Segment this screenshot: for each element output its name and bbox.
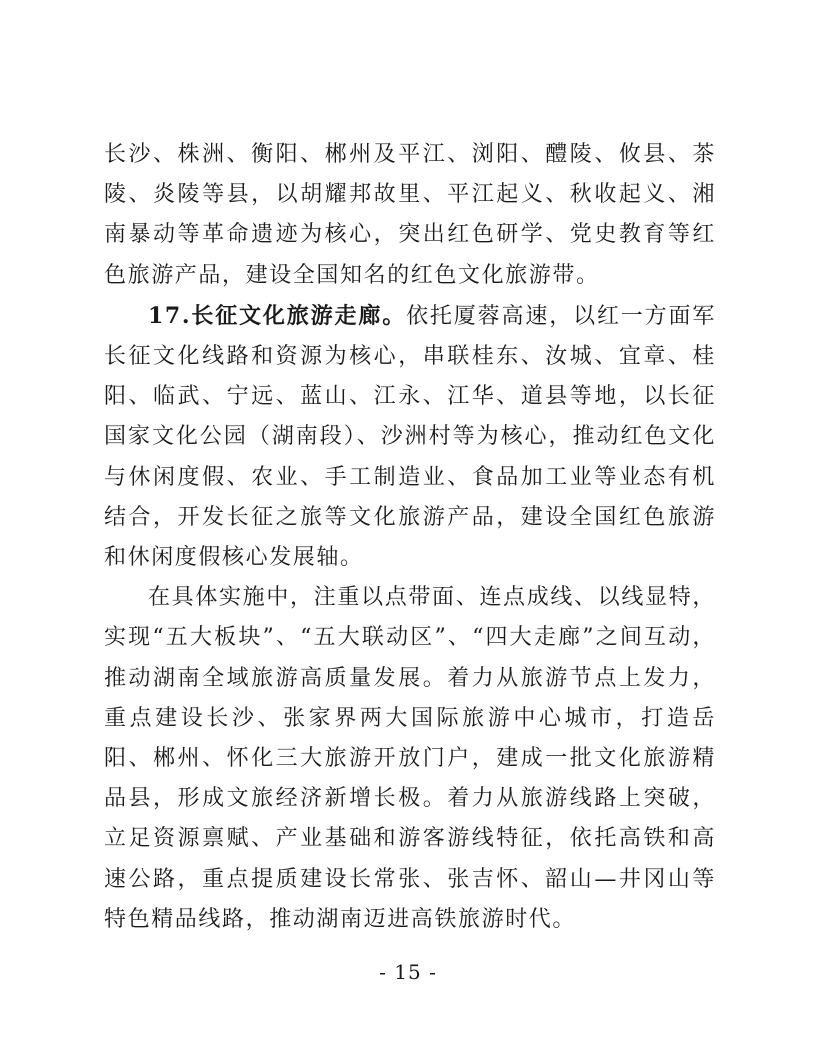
page-number: - 15 -: [379, 960, 437, 984]
paragraph-red-culture-belt: [104, 135, 716, 296]
paragraph-text: 依托厦蓉高速，以红一方面军长征文化线路和资源为核心，串联桂东、汝城、宜章、桂阳、临武、宁远、蓝山、江永、江华、道县等地，以长征国家文化公园（湖南段）、沙洲村等为核心，推动红色文化与休闲度假、农业、手工制造业、食品加工业等业态有机结合，开发长征之旅等文化旅游产品，建设全国红色旅游和休闲度假核心发展轴。: [104, 303, 716, 571]
paragraph-long-march-corridor: [104, 296, 716, 578]
paragraph-text: 在具体实施中，注重以点带面、连点成线、以线显特，实现“五大板块”、“五大联动区”、“四大走廊”之间互动，推动湖南全域旅游高质量发展。着力从旅游节点上发力，重点建设长沙、张家界两大国际旅游中心城市，打造岳阳、郴州、怀化三大旅游开放门户，建成一批文化旅游精品县，形成文旅经济新增长极。着力从旅游线路上突破，立足资源禀赋、产业基础和游客游线特征，依托高铁和高速公路，重点提质建设长常张、张吉怀、韶山—井冈山等特色精品线路，推动湖南迈进高铁旅游时代。: [104, 585, 716, 932]
paragraph-text: 长沙、株洲、衡阳、郴州及平江、浏阳、醴陵、攸县、茶陵、炎陵等县，以胡耀邦故里、平江起义、秋收起义、湘南暴动等革命遗迹为核心，突出红色研学、党史教育等红色旅游产品，建设全国知名的红色文化旅游带。: [104, 142, 716, 288]
paragraph-implementation: [104, 578, 716, 940]
body-text: [104, 135, 716, 940]
section-heading: 17.长征文化旅游走廊。: [148, 302, 407, 329]
